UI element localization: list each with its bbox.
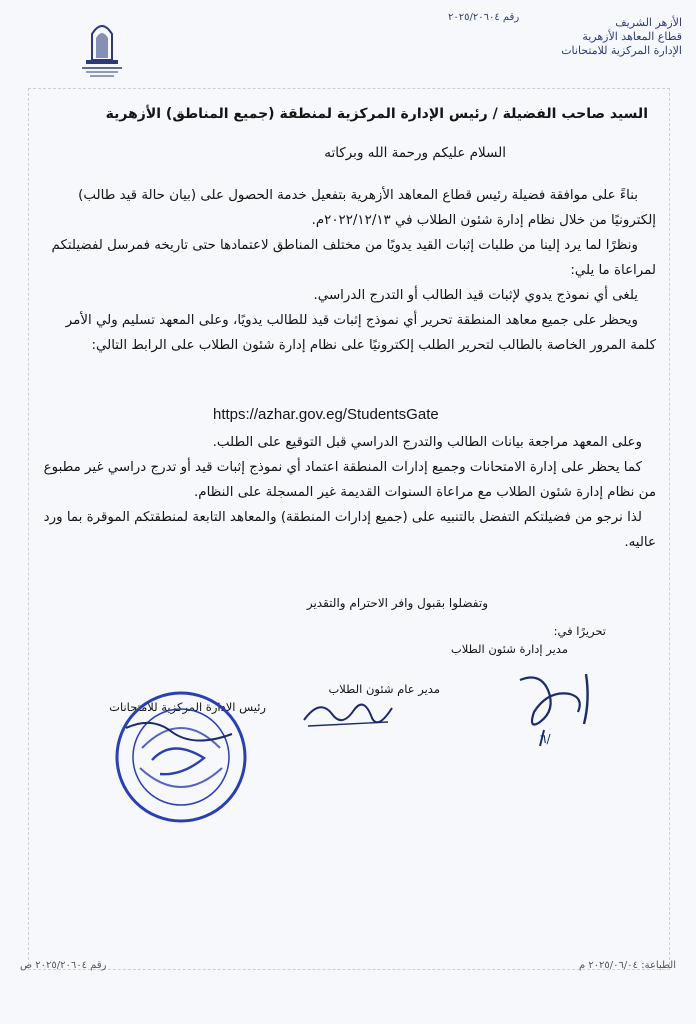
closing-line: وتفضلوا بقبول وافر الاحترام والتقدير xyxy=(306,596,488,610)
org-line-3: الإدارة المركزية للامتحانات xyxy=(561,44,682,57)
head-exams-label: رئيس الإدارة المركزية للامتحانات xyxy=(109,700,266,714)
students-gate-link[interactable]: https://azhar.gov.eg/StudentsGate xyxy=(213,406,439,423)
body-paragraphs-2 xyxy=(42,430,656,555)
body-paragraphs xyxy=(42,183,656,358)
paragraph-reason: ونظرًا لما يرد إلينا من طلبات إثبات القيد يدويًا من مختلف المناطق لاعتمادها حتى تاريخه فمرسل لفضيلتكم لمراعاة ما يلي: xyxy=(51,238,656,278)
general-director-label: مدير عام شئون الطلاب xyxy=(328,682,440,696)
footer-reference: رقم ٢٠٢٥/٢٠٦٠٤ ص xyxy=(20,960,107,971)
azhar-logo-icon xyxy=(74,14,130,82)
drafted-label: تحريرًا في: xyxy=(553,624,606,638)
paragraph-exams: كما يحظر على إدارة الامتحانات وجميع إدارات المنطقة اعتماد أي نموذج إثبات قيد أو تدرج دراسي غير مطبوع من نظام إدارة شئون الطلاب مع مراعاة السنوات القديمة غير المسجلة على النظام. xyxy=(43,460,656,500)
greeting: السلام عليكم ورحمة الله وبركاته xyxy=(324,145,506,161)
org-line-2: قطاع المعاهد الأزهرية xyxy=(582,30,682,43)
print-footer xyxy=(0,960,696,980)
general-director-signature xyxy=(298,690,398,734)
paragraph-request: لذا نرجو من فضيلتكم التفضل بالتنبيه على (جميع إدارات المنطقة) والمعاهد التابعة لمنطقتكم الموقرة بما ورد عاليه. xyxy=(43,510,656,550)
reference-number: رقم ٢٠٢٥/٢٠٦٠٤ xyxy=(448,12,520,23)
paragraph-prohibit: ويحظر على جميع معاهد المنطقة تحرير أي نموذج إثبات قيد للطالب يدويًا، وعلى المعهد تسليم ولي الأمر كلمة المرور الخاصة بالطالب لتحرير الطلب إلكترونيًا على نظام إدارة شئون الطلاب على الرابط التالي: xyxy=(65,313,656,353)
addressee: السيد صاحب الفضيلة / رئيس الإدارة المركزية لمنطقة (جميع المناطق) الأزهرية xyxy=(105,106,648,122)
paragraph-cancel: يلغى أي نموذج يدوي لإثبات قيد الطالب أو التدرج الدراسي. xyxy=(313,288,638,303)
organization-header xyxy=(512,16,682,58)
official-stamp-icon xyxy=(112,688,250,826)
director-students-label: مدير إدارة شئون الطلاب xyxy=(450,642,568,656)
footer-print-date: الطباعة: ٢٠٢٥/٠٦/٠٤ م xyxy=(578,960,676,971)
director-signature xyxy=(500,660,620,750)
paragraph-review: وعلى المعهد مراجعة بيانات الطالب والتدرج الدراسي قبل التوقيع على الطلب. xyxy=(212,435,642,450)
signature-date-mark: ٦/ xyxy=(540,732,551,746)
org-line-1: الأزهر الشريف xyxy=(615,16,682,29)
paragraph-approval: بناءً على موافقة فضيلة رئيس قطاع المعاهد الأزهرية بتفعيل خدمة الحصول على (بيان حالة قيد طالب) إلكترونيًا من خلال نظام إدارة شئون الطلاب في ٢٠٢٢/١٢/١٣م. xyxy=(78,188,656,228)
